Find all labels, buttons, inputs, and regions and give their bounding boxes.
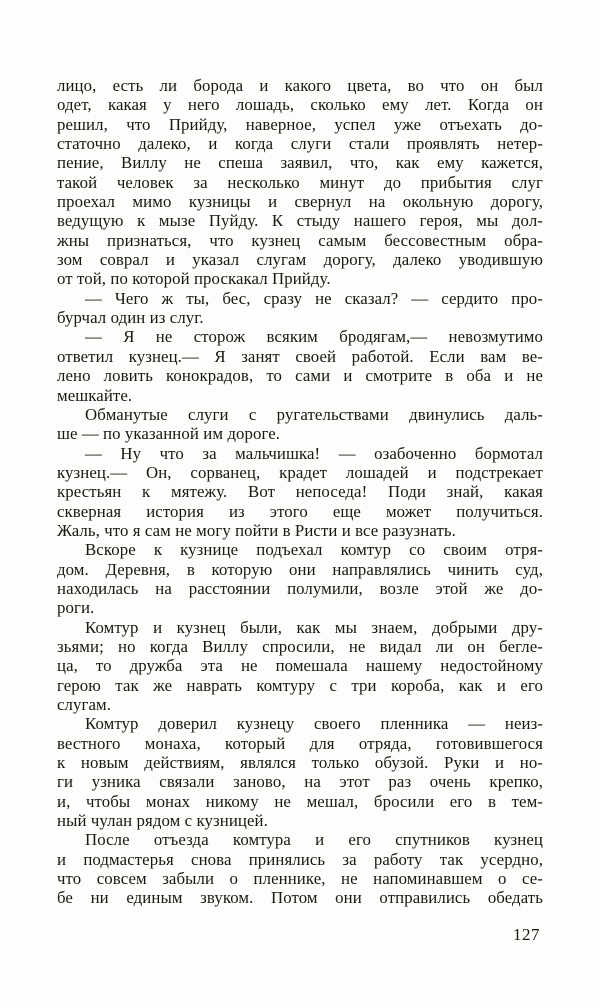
text-line: крестьян к мятежу. Вот непоседа! Поди знай, какая (57, 482, 543, 502)
text-line: ный чулан рядом с кузницей. (57, 811, 268, 831)
text-line: Обманутые слуги с ругательствами двинулись даль- (85, 404, 543, 424)
text-line: Вскоре к кузнице подъехал комтур со своим отря- (85, 540, 543, 560)
text-line: к новым действиям, являлся только обузой. Руки и но- (57, 753, 543, 773)
page-text (57, 76, 543, 908)
text-line: что совсем забыли о пленнике, не напоминавшем о се- (57, 869, 543, 889)
text-line: зьями; но когда Виллу спросили, не видал ли он бегле- (57, 636, 543, 656)
text-line: — Ну что за мальчишка! — озабоченно бормотал (85, 443, 543, 463)
text-line: кузнец.— Он, сорванец, крадет лошадей и подстрекает (57, 462, 543, 482)
text-line: ше — по указанной им дороге. (57, 424, 281, 444)
text-line: решил, что Прийду, наверное, успел уже отъехать до- (57, 114, 543, 134)
text-line: ги узника связали заново, на этот раз очень крепко, (57, 772, 543, 792)
text-line: такой человек за несколько минут до прибытия слуг (57, 172, 543, 192)
text-line: бурчал один из слуг. (57, 308, 204, 328)
text-line: пение, Виллу не спеша заявил, что, как ему кажется, (57, 153, 543, 173)
page-number: 127 (513, 925, 540, 944)
text-line: лено ловить конокрадов, то сами и смотрите в оба и не (57, 366, 543, 386)
text-line: мешкайте. (57, 385, 133, 405)
text-line: ответил кузнец.— Я занят своей работой. Если вам ве- (57, 346, 543, 366)
text-line: слугам. (57, 695, 112, 714)
text-line: ведущую к мызе Пуйду. К стыду нашего героя, мы дол- (57, 211, 543, 231)
text-line: одет, какая у него лошадь, сколько ему лет. Когда он (57, 95, 543, 115)
text-line: роги. (57, 598, 95, 618)
text-line: герою так же наврать комтуру с три короба, как и его (57, 675, 543, 695)
text-line: статочно далеко, и когда слуги стали проявлять нетер- (57, 134, 543, 154)
text-line: зом соврал и указал слугам дорогу, далеко уводившую (57, 250, 543, 270)
text-line: Комтур и кузнец были, как мы знаем, добрыми дру- (85, 617, 543, 637)
text-line: от той, по которой проскакал Прийду. (57, 269, 331, 289)
text-line: находилась на расстоянии полумили, возле этой же до- (57, 578, 543, 598)
text-line: Комтур доверил кузнецу своего пленника — неиз- (85, 714, 543, 734)
text-line: После отъезда комтура и его спутников кузнец (85, 830, 543, 850)
text-line: скверная история из этого еще может получиться. (57, 501, 543, 521)
text-line: — Я не сторож всяким бродягам,— невозмутимо (85, 327, 543, 347)
text-line: жны признаться, что кузнец самым бессовестным обра- (57, 230, 543, 250)
text-line: ца, то дружба эта не помешала нашему недостойному (57, 656, 543, 676)
text-line: бе ни единым звуком. Потом они отправились обедать (57, 888, 543, 908)
text-line: вестного монаха, который для отряда, готовившегося (57, 733, 543, 753)
text-line: Жаль, что я сам не могу пойти в Ристи и все разузнать. (57, 520, 456, 540)
text-line: лицо, есть ли борода и какого цвета, во что он был (57, 76, 543, 95)
text-line: дом. Деревня, в которую они направлялись чинить суд, (57, 559, 543, 579)
text-line: проехал мимо кузницы и свернул на окольную дорогу, (57, 192, 543, 212)
text-line: и подмастерья снова принялись за работу так усердно, (57, 849, 543, 869)
text-line: — Чего ж ты, бес, сразу не сказал? — сердито про- (85, 288, 543, 308)
text-line: и, чтобы монах никому не мешал, бросили его в тем- (57, 791, 543, 811)
